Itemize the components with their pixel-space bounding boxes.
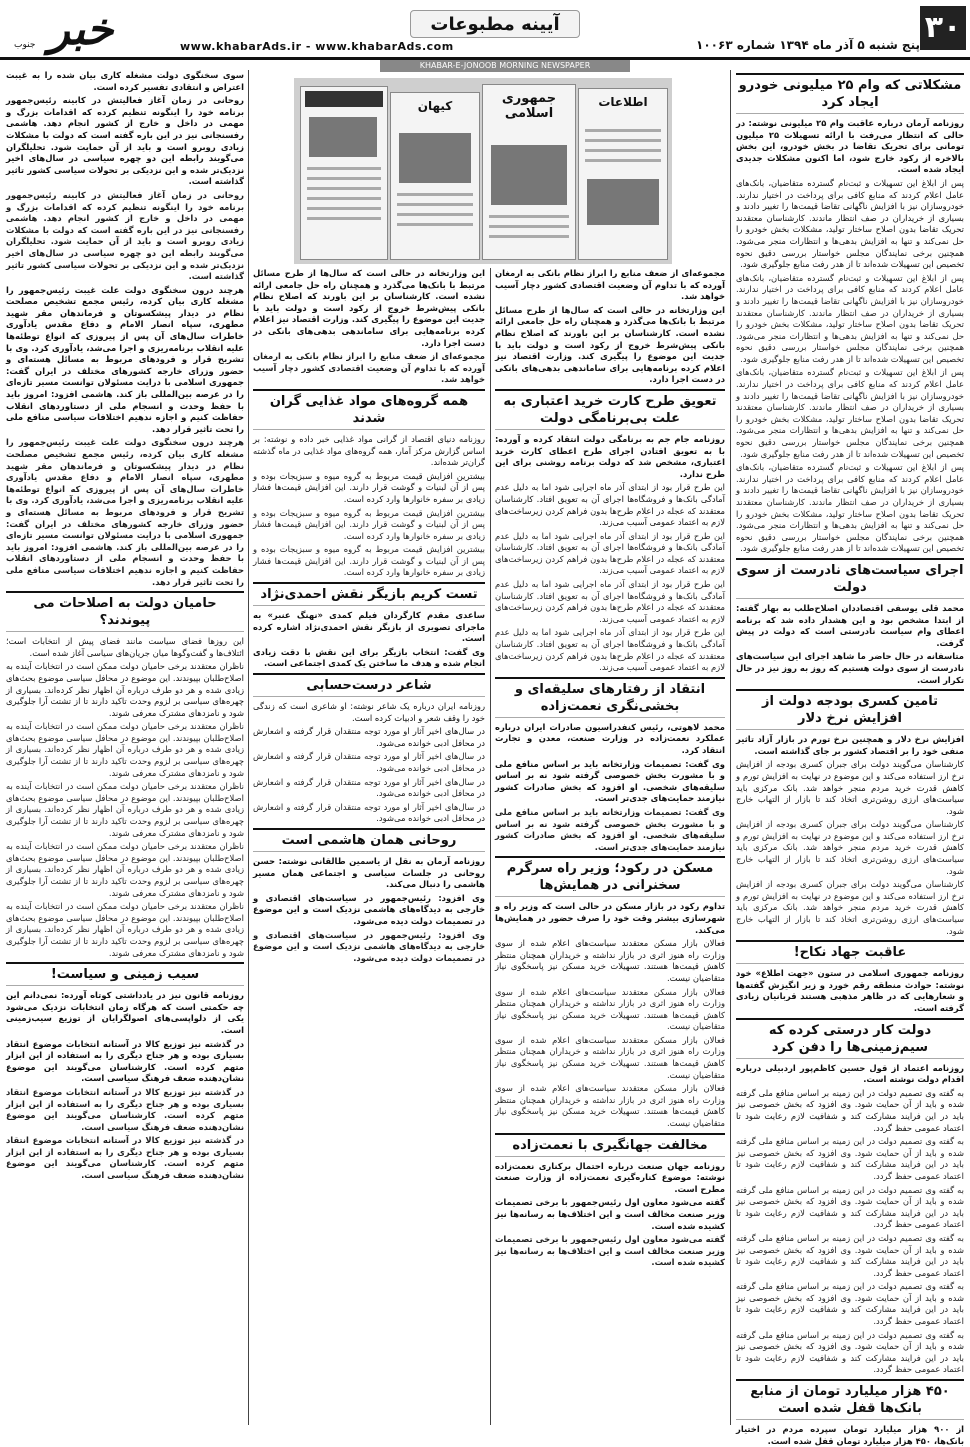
english-banner: KHABAR-E-JONOOB MORNING NEWSPAPER bbox=[380, 60, 630, 72]
newspaper-front-page bbox=[482, 84, 576, 260]
article-body: روحانی در زمان آغاز فعالیتش در کابینه رئیس‌جمهور برنامه خود را اینگونه تنظیم کرده که اقدامات بزرگ و مهمی در داخل و خارج از کشور انجام دهد. هاشمی رفسنجانی نیز در این باره گفته است که دولت با مشکلات زیادی روبرو است و باید از آن حمایت شود. تحلیلگران می‌گویند رابطه این دو چهره سیاسی در سال‌های اخیر نزدیک‌تر شده و این نزدیکی بر تحولات سیاسی کشور تاثیر گذاشته است. bbox=[6, 95, 244, 187]
article-body: متاسفانه در حال حاضر ما شاهد اجرای این سیاست‌های نادرست از سوی دولت هستیم که روز به روز نیز در حال تکرار است. bbox=[736, 651, 964, 685]
logo-subtitle: جنوب bbox=[14, 40, 36, 50]
article-body: به گفته وی تصمیم دولت در این زمینه بر اساس منافع ملی گرفته شده و باید از آن حمایت شود. وی افزود که بخش خصوصی نیز باید در این فرایند مشارکت کند و شفافیت لازم رعایت شود تا اعتماد عمومی حفظ گردد. bbox=[736, 1184, 964, 1230]
article-lead: روزنامه جمهوری اسلامی در ستون «جهت اطلاع» خود نوشته: حوادث منطقه رقم خورد و زیر انگیزش گفته‌ها و شعارهایی که در ظاهر مذهبی هستند قربانیان زیادی گرفته است. bbox=[736, 968, 964, 1013]
article-body: در سال‌های اخیر آثار او مورد توجه منتقدان قرار گرفته و اشعارش در محافل ادبی خوانده می‌شود. bbox=[253, 726, 485, 748]
headline: اجرای سیاست‌های نادرست از سوی دولت bbox=[736, 558, 964, 599]
article-lead: مجموعه‌ای از ضعف منابع را ابراز نظام بانکی به ارمغان آورده که با تداوم آن وضعیت اقتصادی کشور دچار آسیب خواهد شد. bbox=[495, 268, 725, 302]
left-column bbox=[6, 70, 244, 1430]
article-lead: روزنامه ایران درباره یک شاعر نوشته: او شاعری است که زندگی خود را وقف شعر و ادبیات کرده است. bbox=[253, 701, 485, 723]
article-lead: افزایش نرخ دلار و همچنین نرخ تورم در بازار آزاد تاثیر منفی خود را بر اقتصاد کشور بر جای گذاشته است. bbox=[736, 734, 964, 756]
article-body: ناظران معتقدند برخی حامیان دولت ممکن است در انتخابات آینده به اصلاح‌طلبان بپیوندند. این موضوع در محافل سیاسی موضوع بحث‌های زیادی شده و هر دو طرف درباره آن اظهار نظر کرده‌اند. بسیاری از چهره‌های سیاسی بر لزوم وحدت تاکید دارند تا از تشتت آرا جلوگیری شود و نامزدهای مشترک معرفی شوند. bbox=[6, 901, 244, 958]
article-body: ناظران معتقدند برخی حامیان دولت ممکن است در انتخابات آینده به اصلاح‌طلبان بپیوندند. این موضوع در محافل سیاسی موضوع بحث‌های زیادی شده و هر دو طرف درباره آن اظهار نظر کرده‌اند. بسیاری از چهره‌های سیاسی بر لزوم وحدت تاکید دارند تا از تشتت آرا جلوگیری شود و نامزدهای مشترک معرفی شوند. bbox=[6, 721, 244, 778]
newspaper-logo bbox=[6, 4, 156, 56]
article-body: بیشترین افزایش قیمت مربوط به گروه میوه و سبزیجات بوده و پس از آن لبنیات و گوشت قرار دارند. این افزایش قیمت‌ها فشار زیادی بر سفره خانوارها وارد کرده است. bbox=[253, 470, 485, 504]
article-body: در گذشته نیز توزیع کالا در آستانه انتخابات موضوع انتقاد بسیاری بوده و هر جناح دیگری را به استفاده از این ابزار متهم کرده است. کارشناسان می‌گویند این موضوع نشان‌دهنده ضعف فرهنگ سیاسی است. bbox=[6, 1135, 244, 1181]
article-body: این طرح قرار بود از ابتدای آذر ماه اجرایی شود اما به دلیل عدم آمادگی بانک‌ها و فروشگاه‌ها اجرای آن به تعویق افتاد. کارشناسان معتقدند که عجله در اعلام طرح‌ها بدون فراهم کردن زیرساخت‌های لازم به اعتماد عمومی آسیب می‌زند. bbox=[495, 579, 725, 624]
article-body: به گفته وی تصمیم دولت در این زمینه بر اساس منافع ملی گرفته شده و باید از آن حمایت شود. وی افزود که بخش خصوصی نیز باید در این فرایند مشارکت کند و شفافیت لازم رعایت شود تا اعتماد عمومی حفظ گردد. bbox=[736, 1087, 964, 1133]
headline: حامیان دولت به اصلاحات می پیوندند؟ bbox=[6, 591, 244, 632]
article-body: این طرح قرار بود از ابتدای آذر ماه اجرایی شود اما به دلیل عدم آمادگی بانک‌ها و فروشگاه‌ها اجرای آن به تعویق افتاد. کارشناسان معتقدند که عجله در اعلام طرح‌ها بدون فراهم کردن زیرساخت‌های لازم به اعتماد عمومی آسیب می‌زند. bbox=[495, 627, 725, 673]
article-body: به گفته وی تصمیم دولت در این زمینه بر اساس منافع ملی گرفته شده و باید از آن حمایت شود. وی افزود که بخش خصوصی نیز باید در این فرایند مشارکت کند و شفافیت لازم رعایت شود تا اعتماد عمومی حفظ گردد. bbox=[736, 1136, 964, 1181]
article-body: پس از ابلاغ این تسهیلات و ثبت‌نام گسترده متقاضیان، بانک‌های عامل اعلام کردند که منابع کافی برای پرداخت در اختیار ندارند. خودروسازان نیز با افزایش ناگهانی تقاضا قیمت‌ها را تغییر دادند و بسیاری از خریداران در صف انتظار ماندند. کارشناسان معتقدند تحریک تقاضا بدون اصلاح ساختار تولید، مشکلات بخش خودرو را حل نمی‌کند و تنها به افزایش بدهی‌ها و انتظارات منجر می‌شود. همچنین برخی نمایندگان مجلس خواستار بررسی دقیق نحوه تخصیص این تسهیلات شده‌اند تا از هدر رفت منابع جلوگیری شود. bbox=[736, 462, 964, 554]
column-rule bbox=[248, 70, 249, 1425]
article-body: در سال‌های اخیر آثار او مورد توجه منتقدان قرار گرفته و اشعارش در محافل ادبی خوانده می‌شود. bbox=[253, 751, 485, 773]
column-rule bbox=[730, 70, 731, 1425]
article-body: هرچند درون سخنگوی دولت علت غیبت رئیس‌جمهور را مشغله کاری بیان کرده، رئیس مجمع تشخیص مصلحت نظام در دیدار پیشکسوتان و فرماندهان مقر شهید مطهری، سپاه انصار الامام و دفاع مقدس یادآوری خاطرات سال‌های آن پس از پیروزی که انواع توطئه‌ها علیه انقلاب برنامه‌ریزی و اجرا می‌شد، یادآوری کرد. وی با تشریح قرار و فرودهای مربوط به مسائل هسته‌ای و حضور وزرای خارجه کشورهای مختلف در ایران گفت: جمهوری اسلامی با درایت مسئولان توانست مسیر تازه‌ای را در عرصه بین‌المللی باز کند. هاشمی افزود: امروز باید با حفظ وحدت و انسجام ملی از دستاوردهای انقلاب حفاظت کنیم و اجازه ندهیم اختلافات سیاسی منافع ملی را تحت تاثیر قرار دهد. bbox=[6, 437, 244, 587]
right-column bbox=[736, 70, 965, 1446]
article-body: در سال‌های اخیر آثار او مورد توجه منتقدان قرار گرفته و اشعارش در محافل ادبی خوانده می‌شود. bbox=[253, 801, 485, 824]
article-lead: این روزها فضای سیاست مانند فضای پیش از انتخابات است؛ ائتلاف‌ها و گفت‌وگوها میان جریان‌های سیاسی آغاز شده است. bbox=[6, 636, 244, 658]
article-body: بیشترین افزایش قیمت مربوط به گروه میوه و سبزیجات بوده و پس از آن لبنیات و گوشت قرار دارند. این افزایش قیمت‌ها فشار زیادی بر سفره خانوارها وارد کرده است. bbox=[253, 544, 485, 578]
headline: همه گروه‌های مواد غذایی گران شدند bbox=[253, 389, 485, 430]
article-body: روحانی در زمان آغاز فعالیتش در کابینه رئیس‌جمهور برنامه خود را اینگونه تنظیم کرده که اقدامات بزرگ و مهمی در داخل و خارج از کشور انجام دهد. هاشمی رفسنجانی نیز در این باره گفته است که دولت با مشکلات زیادی روبرو است و باید از آن حمایت شود. تحلیلگران می‌گویند رابطه این دو چهره سیاسی در سال‌های اخیر نزدیک‌تر شده و این نزدیکی بر تحولات سیاسی کشور تاثیر گذاشته است. bbox=[6, 189, 244, 282]
article-body: بیشترین افزایش قیمت مربوط به گروه میوه و سبزیجات بوده و پس از آن لبنیات و گوشت قرار دارند. این افزایش قیمت‌ها فشار زیادی بر سفره خانوارها وارد کرده است. bbox=[253, 507, 485, 541]
article-lead: از ۹۰۰ هزار میلیارد تومان سپرده مردم در اختیار بانک‌ها، ۴۵۰ هزار میلیارد تومان قفل شده است. bbox=[736, 1424, 965, 1446]
article-body: گفته می‌شود معاون اول رئیس‌جمهور با برخی تصمیمات وزیر صنعت مخالف است و این اختلاف‌ها به رسانه‌ها نیز کشیده شده است. bbox=[495, 1234, 725, 1268]
headline: مخالفت جهانگیری با نعمت‌زاده bbox=[495, 1133, 725, 1157]
article-lead: روزنامه جام جم به برنامگی دولت انتقاد کرده و آورده: با به تعویق افتادن اجرای طرح اعطای کارت خرید اعتباری، مشخص شد که دولت برنامه روشنی برای این طرح ندارد. bbox=[495, 433, 725, 479]
headline: دولت کار درستی کرده که سیم‌زمینی‌ها را دفن کرد bbox=[736, 1018, 964, 1059]
headline: سیب زمینی و سیاست! bbox=[6, 962, 244, 986]
article-body: کارشناسان می‌گویند دولت برای جبران کسری بودجه از افزایش نرخ ارز استفاده می‌کند و این موضوع در نهایت به افزایش تورم و کاهش قدرت خرید مردم منجر خواهد شد. بانک مرکزی باید سیاست‌های ارزی روشن‌تری اتخاذ کند تا بازار از التهاب خارج شود. bbox=[736, 759, 964, 816]
article-body: به گفته وی تصمیم دولت در این زمینه بر اساس منافع ملی گرفته شده و باید از آن حمایت شود. وی افزود که بخش خصوصی نیز باید در این فرایند مشارکت کند و شفافیت لازم رعایت شود تا اعتماد عمومی حفظ گردد. bbox=[736, 1281, 964, 1327]
article-body: به گفته وی تصمیم دولت در این زمینه بر اساس منافع ملی گرفته شده و باید از آن حمایت شود. وی افزود که بخش خصوصی نیز باید در این فرایند مشارکت کند و شفافیت لازم رعایت شود تا اعتماد عمومی حفظ گردد. bbox=[736, 1232, 964, 1278]
article-lead: روزنامه آرمان درباره عاقبت وام ۲۵ میلیونی نوشته: در حالی که انتظار می‌رفت با ارائه تسهیلات ۲۵ میلیون تومانی برای تحریک تقاضا در بخش خودرو، این بخش بالاخره از رکود خارج شود، اما اکنون مشکلات جدیدی ایجاد شده است. bbox=[736, 118, 964, 175]
article-body: وی افزود: رئیس‌جمهور در سیاست‌های اقتصادی و خارجی به دیدگاه‌های هاشمی نزدیک است و این موضوع در تصمیمات دولت دیده می‌شود. bbox=[253, 929, 485, 963]
article-lead: تداوم رکود در بازار مسکن در حالی است که وزیر راه و شهرسازی بیشتر وقت خود را صرف حضور در همایش‌ها می‌کند. bbox=[495, 901, 725, 935]
article-body: فعالان بازار مسکن معتقدند سیاست‌های اعلام شده از سوی وزارت راه هنوز اثری در بازار نداشته و خریداران همچنان منتظر کاهش قیمت‌ها هستند. تسهیلات خرید مسکن نیز پاسخگوی نیاز متقاضیان نیست. bbox=[495, 1034, 725, 1080]
article-body: هرچند درون سخنگوی دولت علت غیبت رئیس‌جمهور را مشغله کاری بیان کرده، رئیس مجمع تشخیص مصلحت نظام در دیدار پیشکسوتان و فرماندهان مقر شهید مطهری، سپاه انصار الامام و دفاع مقدس یادآوری خاطرات سال‌های آن پس از پیروزی که انواع توطئه‌ها علیه انقلاب برنامه‌ریزی و اجرا می‌شد، یادآوری کرد. وی با تشریح قرار و فرودهای مربوط به مسائل هسته‌ای و حضور وزرای خارجه کشورهای مختلف در ایران گفت: جمهوری اسلامی با درایت مسئولان توانست مسیر تازه‌ای را در عرصه بین‌المللی باز کند. هاشمی افزود: امروز باید با حفظ وحدت و انسجام ملی از دستاوردهای انقلاب حفاظت کنیم و اجازه ندهیم اختلافات سیاسی منافع ملی را تحت تاثیر قرار دهد. bbox=[6, 284, 244, 434]
article-lead: روزنامه قانون نیز در یادداشتی کوتاه آورده: نمی‌دانم این چه حکمتی است که هرگاه زمان انتخابات نزدیک می‌شود یکی از دلواپسی‌های اصولگرایان از توزیع سیب‌زمینی است. bbox=[6, 990, 244, 1035]
article-lead: محمد قلی یوسفی اقتصاددان اصلاح‌طلب به بهار گفته: از ابتدا مشخص بود و این هشدار داده شد که برنامه اعطای وام سیاست نادرستی است که دولت در پیش گرفت. bbox=[736, 602, 964, 648]
article-body: وی افزود: رئیس‌جمهور در سیاست‌های اقتصادی و خارجی به دیدگاه‌های هاشمی نزدیک است و این موضوع در تصمیمات دولت دیده می‌شود. bbox=[253, 892, 485, 926]
headline: انتقاد از رفتارهای سلیقه‌ای و بخشی‌نگری نعمت‌زاده bbox=[495, 677, 725, 718]
headline: شاعر درست‌حسابی bbox=[253, 673, 485, 697]
article-lead: روزنامه جهان صنعت درباره احتمال برکناری نعمت‌زاده نوشته: موضوع کناره‌گیری نعمت‌زاده از وزارت صنعت مطرح است. bbox=[495, 1160, 725, 1194]
article-body: پس از ابلاغ این تسهیلات و ثبت‌نام گسترده متقاضیان، بانک‌های عامل اعلام کردند که منابع کافی برای پرداخت در اختیار ندارند. خودروسازان نیز با افزایش ناگهانی تقاضا قیمت‌ها را تغییر دادند و بسیاری از خریداران در صف انتظار ماندند. کارشناسان معتقدند تحریک تقاضا بدون اصلاح ساختار تولید، مشکلات بخش خودرو را حل نمی‌کند و تنها به افزایش بدهی‌ها و انتظارات منجر می‌شود. همچنین برخی نمایندگان مجلس خواستار بررسی دقیق نحوه تخصیص این تسهیلات شده‌اند تا از هدر رفت منابع جلوگیری شود. bbox=[736, 367, 964, 459]
headline: روحانی همان هاشمی است bbox=[253, 828, 485, 852]
article-lead: محمد لاهوتی، رئیس کنفدراسیون صادرات ایران درباره عملکرد نعمت‌زاده در وزارت صنعت، معدن و تجارت انتقاد کرد. bbox=[495, 721, 725, 755]
article-lead: روزنامه آرمان به نقل از یاسمین طالقانی نوشته: حسن روحانی در جلسات سیاسی و اجتماعی همان مسیر هاشمی را دنبال می‌کند. bbox=[253, 855, 485, 890]
article-body: این وزارتخانه در حالی است که سال‌ها از طرح مسائل مرتبط با بانک‌ها می‌گذرد و همچنان راه حل جامعی ارائه نشده است. کارشناسان بر این باورند که اصلاح نظام بانکی پیش‌شرط خروج از رکود است و دولت باید با جدیت این موضوع را پیگیری کند. وزارت اقتصاد نیز اعلام کرده برنامه‌هایی برای ساماندهی بدهی‌های بانکی در دست اجرا دارد. bbox=[495, 304, 725, 385]
article-body: وی گفت: تصمیمات وزارتخانه باید بر اساس منافع ملی و با مشورت بخش خصوصی گرفته شود نه بر اساس سلیقه‌های شخصی. او افزود که بخش صادرات کشور نیازمند حمایت‌های جدی‌تر است. bbox=[495, 806, 725, 852]
article-body: ناظران معتقدند برخی حامیان دولت ممکن است در انتخابات آینده به اصلاح‌طلبان بپیوندند. این موضوع در محافل سیاسی موضوع بحث‌های زیادی شده و هر دو طرف درباره آن اظهار نظر کرده‌اند. بسیاری از چهره‌های سیاسی بر لزوم وحدت تاکید دارند تا از تشتت آرا جلوگیری شود و نامزدهای مشترک معرفی شوند. bbox=[6, 661, 244, 718]
article-body: وی گفت: تصمیمات وزارتخانه باید بر اساس منافع ملی و با مشورت بخش خصوصی گرفته شود نه بر اساس سلیقه‌های شخصی. او افزود که بخش صادرات کشور نیازمند حمایت‌های جدی‌تر است. bbox=[495, 758, 725, 804]
newspaper-masthead: جمهوری اسلامی bbox=[501, 91, 557, 121]
article-body: در گذشته نیز توزیع کالا در آستانه انتخابات موضوع انتقاد بسیاری بوده و هر جناح دیگری را به استفاده از این ابزار متهم کرده است. کارشناسان می‌گویند این موضوع نشان‌دهنده ضعف فرهنگ سیاسی است. bbox=[6, 1086, 244, 1132]
article-body: ناظران معتقدند برخی حامیان دولت ممکن است در انتخابات آینده به اصلاح‌طلبان بپیوندند. این موضوع در محافل سیاسی موضوع بحث‌های زیادی شده و هر دو طرف درباره آن اظهار نظر کرده‌اند. بسیاری از چهره‌های سیاسی بر لزوم وحدت تاکید دارند تا از تشتت آرا جلوگیری شود و نامزدهای مشترک معرفی شوند. bbox=[6, 841, 244, 898]
newspaper-masthead: کیهان bbox=[417, 99, 453, 113]
headline: عاقبت جهاد نکاح! bbox=[736, 940, 964, 964]
newspaper-masthead: اطلاعات bbox=[598, 95, 648, 109]
article-body: به گفته وی تصمیم دولت در این زمینه بر اساس منافع ملی گرفته شده و باید از آن حمایت شود. وی افزود که بخش خصوصی نیز باید در این فرایند مشارکت کند و شفافیت لازم رعایت شود تا اعتماد عمومی حفظ گردد. bbox=[736, 1329, 964, 1375]
article-body: این وزارتخانه در حالی است که سال‌ها از طرح مسائل مرتبط با بانک‌ها می‌گذرد و همچنان راه حل جامعی ارائه نشده است. کارشناسان بر این باورند که اصلاح نظام بانکی پیش‌شرط خروج از رکود است و دولت باید با جدیت این موضوع را پیگیری کند. وزارت اقتصاد نیز اعلام کرده برنامه‌هایی برای ساماندهی بدهی‌های بانکی در دست اجرا دارد. bbox=[253, 268, 485, 348]
newspaper-front-page bbox=[390, 92, 480, 260]
article-body: فعالان بازار مسکن معتقدند سیاست‌های اعلام شده از سوی وزارت راه هنوز اثری در بازار نداشته و خریداران همچنان منتظر کاهش قیمت‌ها هستند. تسهیلات خرید مسکن نیز پاسخگوی نیاز متقاضیان نیست. bbox=[495, 1083, 725, 1129]
newspaper-front-page bbox=[300, 86, 388, 260]
newspapers-photo bbox=[294, 78, 672, 264]
article-body: این طرح قرار بود از ابتدای آذر ماه اجرایی شود اما به دلیل عدم آمادگی بانک‌ها و فروشگاه‌ها اجرای آن به تعویق افتاد. کارشناسان معتقدند که عجله در اعلام طرح‌ها بدون فراهم کردن زیرساخت‌های لازم به اعتماد عمومی آسیب می‌زند. bbox=[495, 482, 725, 528]
article-body: کارشناسان می‌گویند دولت برای جبران کسری بودجه از افزایش نرخ ارز استفاده می‌کند و این موضوع در نهایت به افزایش تورم و کاهش قدرت خرید مردم منجر خواهد شد. بانک مرکزی باید سیاست‌های ارزی روشن‌تری اتخاذ کند تا بازار از التهاب خارج شود. bbox=[736, 819, 964, 876]
section-title: آیینه مطبوعات bbox=[410, 10, 580, 38]
newspaper-front-page bbox=[578, 88, 668, 260]
article-body: ناظران معتقدند برخی حامیان دولت ممکن است در انتخابات آینده به اصلاح‌طلبان بپیوندند. این موضوع در محافل سیاسی موضوع بحث‌های زیادی شده و هر دو طرف درباره آن اظهار نظر کرده‌اند. بسیاری از چهره‌های سیاسی بر لزوم وحدت تاکید دارند تا از تشتت آرا جلوگیری شود و نامزدهای مشترک معرفی شوند. bbox=[6, 781, 244, 838]
article-body: مجموعه‌ای از ضعف منابع را ابراز نظام بانکی به ارمغان آورده که با تداوم آن وضعیت اقتصادی کشور دچار آسیب خواهد شد. bbox=[253, 351, 485, 385]
article-body: کارشناسان می‌گویند دولت برای جبران کسری بودجه از افزایش نرخ ارز استفاده می‌کند و این موضوع در نهایت به افزایش تورم و کاهش قدرت خرید مردم منجر خواهد شد. بانک مرکزی باید سیاست‌های ارزی روشن‌تری اتخاذ کند تا بازار از التهاب خارج شود. bbox=[736, 879, 964, 936]
article-lead: سوی سخنگوی دولت مشغله کاری بیان شده را به غیبت اعتراض و انتقادی تفسیر کرده است. bbox=[6, 70, 244, 92]
headline: مسکن در رکود؛ وزیر راه سرگرم سخنرانی در همایش‌ها bbox=[495, 856, 725, 897]
article-body: گفته می‌شود معاون اول رئیس‌جمهور با برخی تصمیمات وزیر صنعت مخالف است و این اختلاف‌ها به رسانه‌ها نیز کشیده شده است. bbox=[495, 1197, 725, 1231]
article-body: وی گفت: انتخاب بازیگر برای این نقش با دقت زیادی انجام شده و هدف ما ساختن یک کمدی اجتماعی است. bbox=[253, 646, 485, 669]
page-number: ۳۰ bbox=[920, 6, 966, 50]
headline: تعویق طرح کارت خرید اعتباری به علت بی‌برنامگی دولت bbox=[495, 389, 725, 430]
headline: تست کریم بازیگر نقش احمدی‌نژاد bbox=[253, 582, 485, 606]
article-lead: روزنامه اعتماد از قول حسین کاظم‌پور اردبیلی درباره اقدام دولت نوشته است. bbox=[736, 1062, 964, 1085]
article-body: پس از ابلاغ این تسهیلات و ثبت‌نام گسترده متقاضیان، بانک‌های عامل اعلام کردند که منابع کافی برای پرداخت در اختیار ندارند. خودروسازان نیز با افزایش ناگهانی تقاضا قیمت‌ها را تغییر دادند و بسیاری از خریداران در صف انتظار ماندند. کارشناسان معتقدند تحریک تقاضا بدون اصلاح ساختار تولید، مشکلات بخش خودرو را حل نمی‌کند و تنها به افزایش بدهی‌ها و انتظارات منجر می‌شود. همچنین برخی نمایندگان مجلس خواستار بررسی دقیق نحوه تخصیص این تسهیلات شده‌اند تا از هدر رفت منابع جلوگیری شود. bbox=[736, 177, 964, 270]
article-body: در سال‌های اخیر آثار او مورد توجه منتقدان قرار گرفته و اشعارش در محافل ادبی خوانده می‌شود. bbox=[253, 776, 485, 799]
article-body: پس از ابلاغ این تسهیلات و ثبت‌نام گسترده متقاضیان، بانک‌های عامل اعلام کردند که منابع کافی برای پرداخت در اختیار ندارند. خودروسازان نیز با افزایش ناگهانی تقاضا قیمت‌ها را تغییر دادند و بسیاری از خریداران در صف انتظار ماندند. کارشناسان معتقدند تحریک تقاضا بدون اصلاح ساختار تولید، مشکلات بخش خودرو را حل نمی‌کند و تنها به افزایش بدهی‌ها و انتظارات منجر می‌شود. همچنین برخی نمایندگان مجلس خواستار بررسی دقیق نحوه تخصیص این تسهیلات شده‌اند تا از هدر رفت منابع جلوگیری شود. bbox=[736, 272, 964, 364]
issue-date-line: پنج شنبه ۵ آذر ماه ۱۳۹۴ شماره ۱۰۰۶۳ bbox=[696, 38, 920, 52]
column-rule bbox=[490, 268, 491, 1425]
headline: مشکلاتی که وام ۲۵ میلیونی خودرو ایجاد کرد bbox=[736, 73, 964, 114]
center-left-column bbox=[253, 268, 485, 1428]
article-body: فعالان بازار مسکن معتقدند سیاست‌های اعلام شده از سوی وزارت راه هنوز اثری در بازار نداشته و خریداران همچنان منتظر کاهش قیمت‌ها هستند. تسهیلات خرید مسکن نیز پاسخگوی نیاز متقاضیان نیست. bbox=[495, 938, 725, 983]
center-right-column bbox=[495, 268, 725, 1428]
logo-mark: خبر bbox=[48, 4, 114, 55]
article-body: فعالان بازار مسکن معتقدند سیاست‌های اعلام شده از سوی وزارت راه هنوز اثری در بازار نداشته و خریداران همچنان منتظر کاهش قیمت‌ها هستند. تسهیلات خرید مسکن نیز پاسخگوی نیاز متقاضیان نیست. bbox=[495, 986, 725, 1032]
article-body: این طرح قرار بود از ابتدای آذر ماه اجرایی شود اما به دلیل عدم آمادگی بانک‌ها و فروشگاه‌ها اجرای آن به تعویق افتاد. کارشناسان معتقدند که عجله در اعلام طرح‌ها بدون فراهم کردن زیرساخت‌های لازم به اعتماد عمومی آسیب می‌زند. bbox=[495, 530, 725, 576]
article-body: در گذشته نیز توزیع کالا در آستانه انتخابات موضوع انتقاد بسیاری بوده و هر جناح دیگری را به استفاده از این ابزار متهم کرده است. کارشناسان می‌گویند این موضوع نشان‌دهنده ضعف فرهنگ سیاسی است. bbox=[6, 1038, 244, 1084]
website-line: www.khabarAds.ir - www.khabarAds.com bbox=[180, 40, 454, 53]
article-lead: روزنامه دنیای اقتصاد از گرانی مواد غذایی خبر داده و نوشته: بر اساس گزارش مرکز آمار، همه گروه‌های مواد غذایی در ماه گذشته گران‌تر شده‌اند. bbox=[253, 433, 485, 468]
article-lead: ساعدی مقدم کارگردان فیلم کمدی «نهنگ عنبر» به ماجرای تصویری از بازیگر نقش احمدی‌نژاد اشاره کرده است. bbox=[253, 610, 485, 644]
headline: ۴۵۰ هزار میلیارد تومان از منابع بانک‌ها قفل شده است bbox=[736, 1379, 964, 1420]
headline: تامین کسری بودجه دولت از افزایش نرخ دلار bbox=[736, 689, 964, 730]
